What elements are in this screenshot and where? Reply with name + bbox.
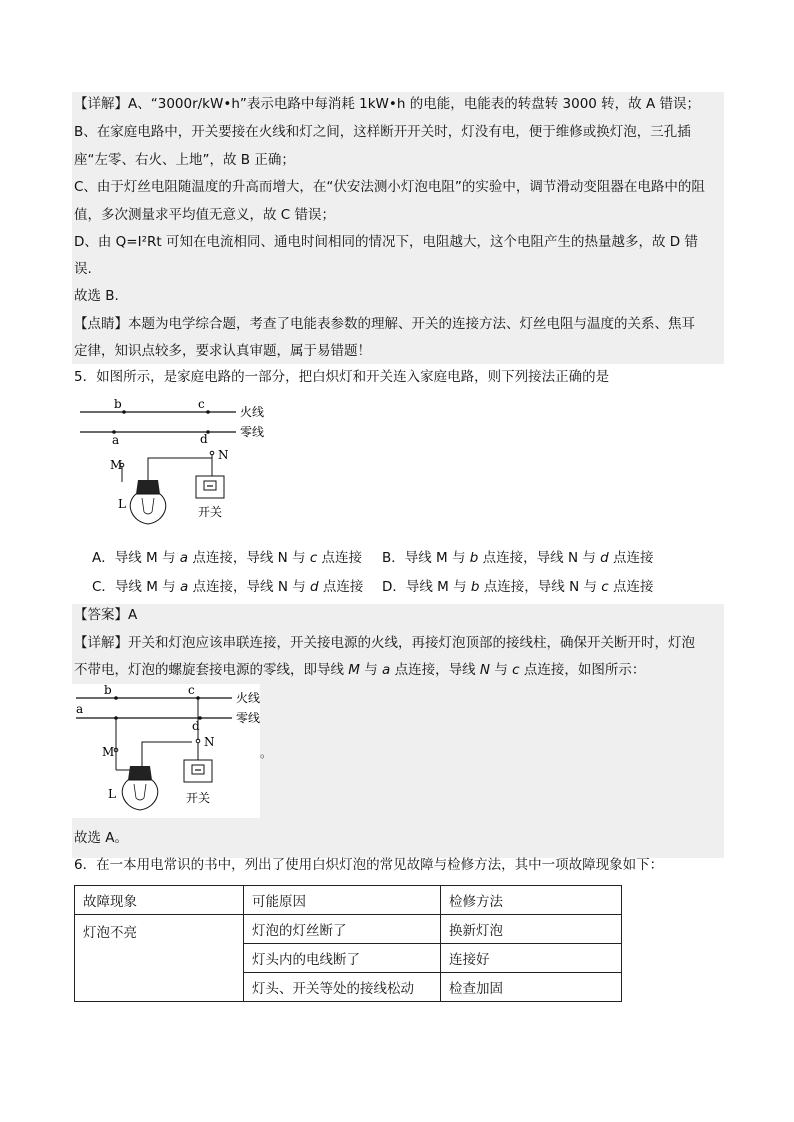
option-d: D．导线 M 与 b 点连接，导线 N 与 c 点连接 — [382, 579, 654, 595]
option-a: A．导线 M 与 a 点连接，导线 N 与 c 点连接 — [92, 550, 363, 566]
q4-detail-c-cont: 值，多次测量求平均值无意义，故 C 错误； — [74, 207, 336, 223]
q4-choice: 故选 B. — [74, 288, 119, 304]
q5-circuit-diagram — [74, 396, 284, 526]
method-cell: 检查加固 — [441, 973, 622, 1002]
sol-label-L: L — [108, 787, 116, 801]
label-b: b — [114, 397, 122, 411]
q4-detail-b-cont: 座“左零、右火、上地”，故 B 正确； — [74, 152, 295, 168]
q5-stem: 5．如图所示，是家庭电路的一部分，把白炽灯和开关连入家庭电路，则下列接法正确的是 — [74, 369, 610, 385]
sol-label-live: 火线 — [236, 691, 260, 705]
q4-detail-b: B、在家庭电路中，开关要接在火线和灯之间，这样断开开关时，灯没有电，便于维修或换灯泡，三孔插 — [74, 124, 691, 140]
table-header-row — [75, 886, 622, 915]
sol-label-switch: 开关 — [186, 791, 211, 805]
label-c: c — [198, 397, 205, 411]
header-method: 检修方法 — [441, 886, 622, 915]
header-phenomenon: 故障现象 — [75, 886, 244, 915]
label-a: a — [112, 433, 120, 447]
cause-cell: 灯泡的灯丝断了 — [244, 915, 441, 944]
lamp-socket — [136, 480, 160, 494]
label-neutral: 零线 — [240, 425, 265, 439]
q4-comment-cont: 定律，知识点较多，要求认真审题，属于易错题！ — [74, 343, 371, 359]
sol-label-c: c — [188, 684, 195, 697]
q4-detail-d: D、由 Q=I²Rt 可知在电流相同、通电时间相同的情况下，电阻越大，这个电阻产生的热量越多，故 D 错 — [74, 234, 698, 250]
fault-table — [74, 885, 622, 1002]
q5-detail-cont: 不带电，灯泡的螺旋套接电源的零线，即导线 M 与 a 点连接，导线 N 与 c 点连接，如图所示： — [74, 662, 646, 678]
q5-solution-diagram — [72, 684, 260, 818]
method-cell: 换新灯泡 — [441, 915, 622, 944]
header-cause: 可能原因 — [244, 886, 441, 915]
phenomenon-cell: 灯泡不亮 — [75, 915, 244, 1002]
q4-detail-d-cont: 误. — [74, 261, 92, 277]
cause-cell: 灯头内的电线断了 — [244, 944, 441, 973]
method-cell: 连接好 — [441, 944, 622, 973]
label-switch: 开关 — [198, 505, 223, 519]
q5-answer: 【答案】A — [74, 607, 138, 623]
lamp-bulb — [130, 494, 166, 524]
q5-choice: 故选 A。 — [74, 830, 129, 846]
label-d: d — [200, 432, 208, 446]
q6-stem: 6．在一本用电常识的书中，列出了使用白炽灯泡的常见故障与检修方法，其中一项故障现象如下： — [74, 857, 664, 873]
sol-label-b: b — [104, 684, 112, 697]
label-live: 火线 — [240, 405, 265, 419]
sol-label-N: N — [204, 735, 215, 749]
q5-detail: 【详解】开关和灯泡应该串联连接，开关接电源的火线，再接灯泡顶部的接线柱，确保开关断开时，灯泡 — [74, 635, 695, 651]
sol-label-a: a — [76, 702, 84, 716]
q4-detail-a: 【详解】A、“3000r/kW•h”表示电路中每消耗 1kW•h 的电能，电能表的转盘转 3000 转，故 A 错误； — [74, 96, 700, 112]
option-b: B．导线 M 与 b 点连接，导线 N 与 d 点连接 — [382, 550, 654, 566]
point-b-dot — [122, 410, 126, 414]
q4-comment: 【点睛】本题为电学综合题，考查了电能表参数的理解、开关的连接方法、灯丝电阻与温度的关系、焦耳 — [74, 316, 695, 332]
q5-diagram-period: 。 — [260, 746, 273, 760]
point-c-dot — [206, 410, 210, 414]
cause-cell: 灯头、开关等处的接线松动 — [244, 973, 441, 1002]
label-N: N — [218, 448, 229, 462]
sol-label-M: M — [102, 745, 115, 759]
q4-detail-c: C、由于灯丝电阻随温度的升高而增大，在“伏安法测小灯泡电阻”的实验中，调节滑动变阻器在电路中的阻 — [74, 179, 705, 195]
option-c: C．导线 M 与 a 点连接，导线 N 与 d 点连接 — [92, 579, 364, 595]
sol-label-d: d — [192, 719, 200, 733]
label-L: L — [118, 497, 126, 511]
sol-label-neutral: 零线 — [236, 711, 260, 725]
table-row — [75, 915, 622, 944]
label-M: M — [110, 458, 123, 472]
